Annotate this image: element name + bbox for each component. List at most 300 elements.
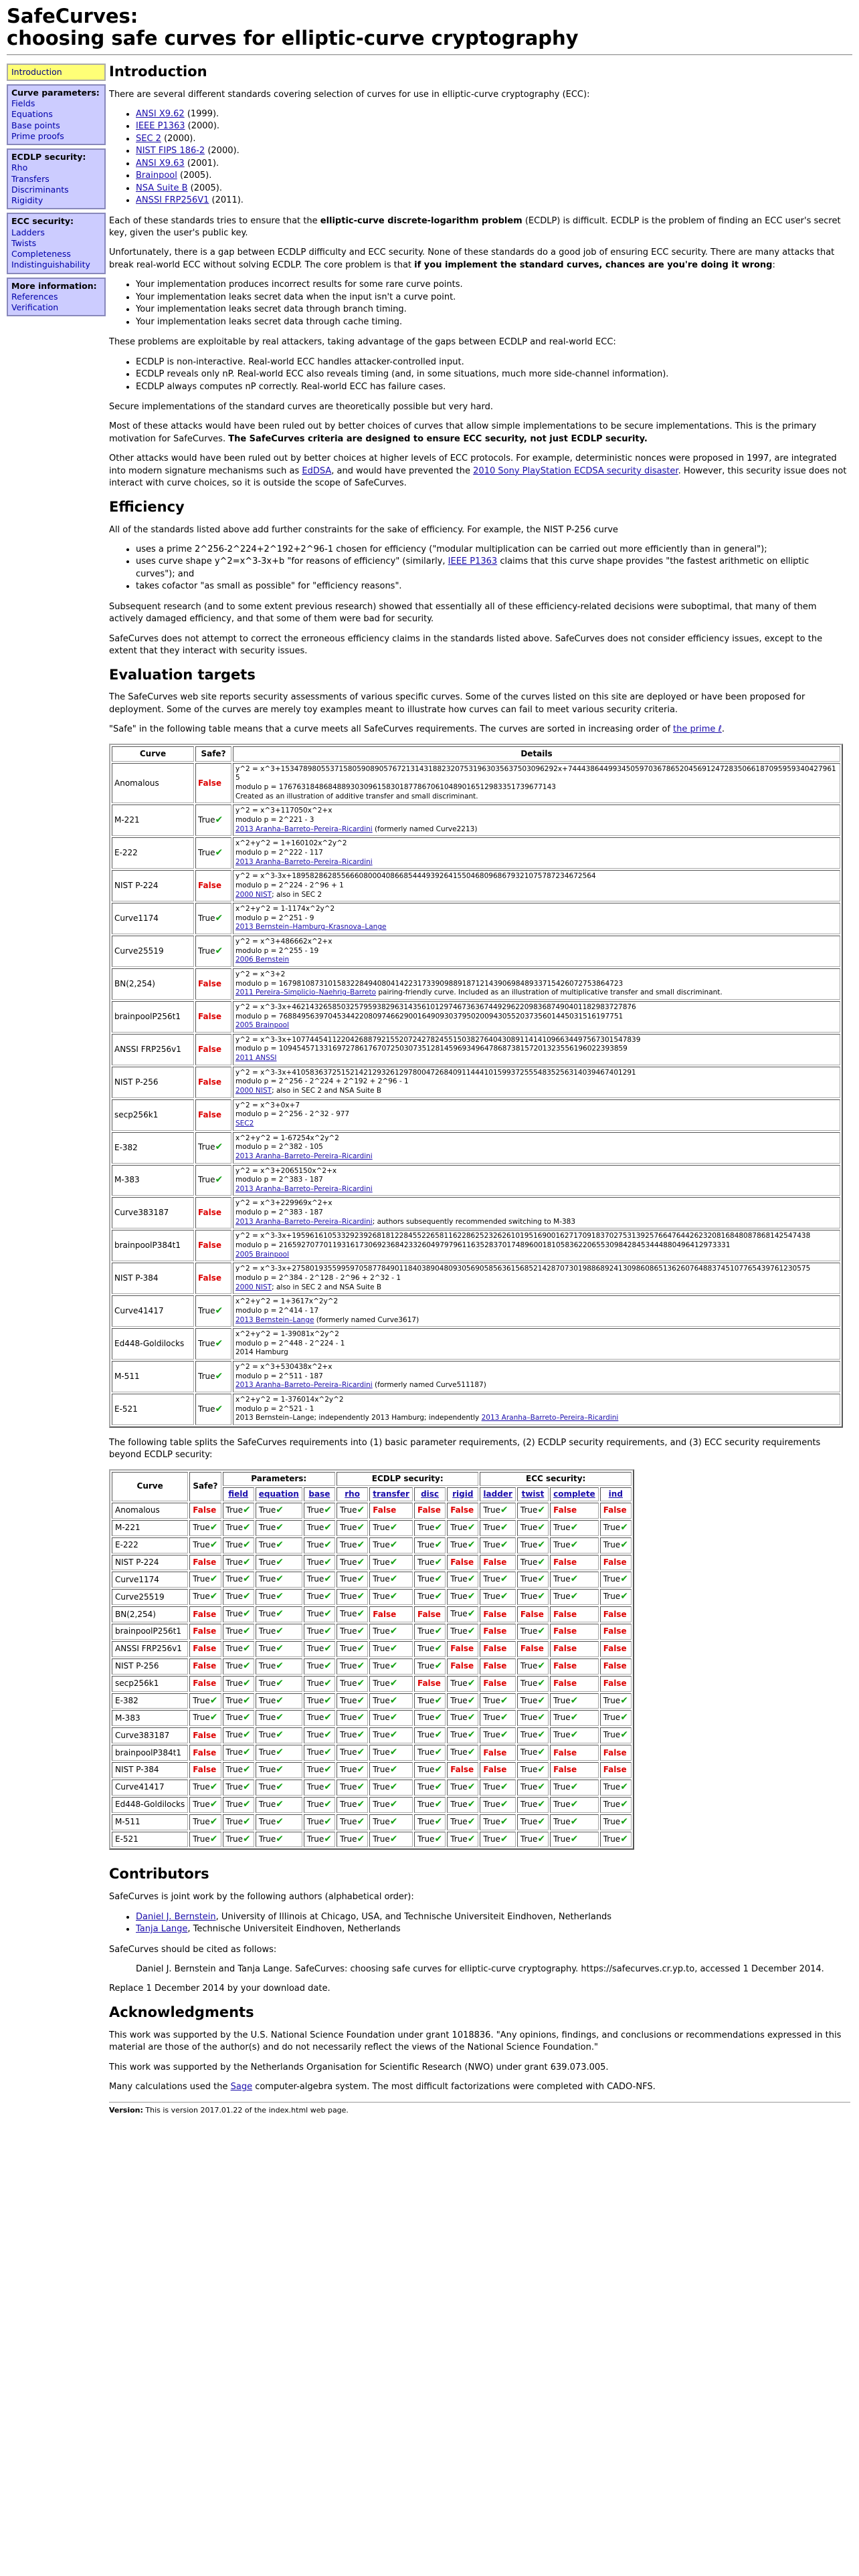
sidebar-item-prime-proofs[interactable]: Prime proofs [11, 130, 64, 141]
checkmark-icon: ✔ [620, 1539, 628, 1550]
source-link[interactable]: 2013 Aranha–Barreto–Pereira–Ricardini [235, 1381, 373, 1390]
heading-contributors: Contributors [109, 1866, 209, 1883]
criterion-value: True [193, 1713, 210, 1723]
curve-name: Curve41417 [112, 1295, 194, 1327]
criterion-cell [447, 1832, 478, 1848]
checkmark-icon: ✔ [620, 1729, 628, 1741]
checkmark-icon: ✔ [357, 1764, 365, 1775]
criterion-value: True [520, 1816, 538, 1826]
checkmark-icon: ✔ [434, 1626, 443, 1636]
table-row [112, 870, 840, 901]
col-field [223, 1487, 254, 1501]
criterion-cell [304, 1676, 335, 1692]
checkmark-icon: ✔ [243, 1695, 251, 1706]
curve-equation: x^2+y^2 = 1-67254x^2y^2 [235, 1134, 339, 1142]
table-row [112, 1727, 632, 1743]
checkmark-icon: ✔ [434, 1574, 443, 1585]
efficiency-paragraph: All of the standards listed above add further constraints for the sake of efficiency. For example, the NIST P-256 curve [109, 524, 618, 535]
criterion-cell [414, 1693, 446, 1709]
ieee-p1363-link[interactable]: IEEE P1363 [448, 556, 498, 567]
sidebar-item-rho[interactable]: Rho [11, 163, 28, 173]
criterion-value: False [450, 1765, 474, 1775]
sidebar-item-completeness[interactable]: Completeness [11, 249, 71, 259]
criterion-value: False [553, 1609, 577, 1619]
table-row [112, 1503, 632, 1519]
checkmark-icon: ✔ [324, 1677, 332, 1689]
table-row [112, 1001, 840, 1033]
checkmark-icon: ✔ [276, 1608, 284, 1620]
group-ecdlp: ECDLP security: [337, 1472, 478, 1486]
source-link[interactable]: 2013 Aranha–Barreto–Pereira–Ricardini [235, 825, 373, 833]
curve-modulus: modulo p = 2^224 - 2^96 + 1 [235, 881, 344, 889]
curve-equation: y^2 = x^3+0x+7 [235, 1101, 300, 1109]
summary-table [109, 1469, 634, 1850]
criterion-value: True [258, 1695, 276, 1705]
criterion-cell [414, 1745, 446, 1761]
curve-source [235, 956, 838, 965]
sidebar-group [7, 278, 106, 317]
sidebar-item-rigidity[interactable]: Rigidity [11, 195, 43, 206]
curve-source [235, 1251, 838, 1260]
criterion-cell [337, 1710, 368, 1726]
checkmark-icon: ✔ [537, 1695, 546, 1706]
checkmark-icon: ✔ [500, 1521, 508, 1533]
checkmark-icon: ✔ [500, 1798, 508, 1810]
criterion-value: True [373, 1765, 390, 1774]
criterion-value: True [520, 1747, 538, 1757]
checkmark-icon: ✔ [276, 1539, 284, 1550]
author-link[interactable]: Daniel J. Bernstein [136, 1911, 216, 1922]
criterion-cell [517, 1814, 549, 1830]
motivation-paragraph: Most of these attacks would have been ruled out by better choices of curves that allow simple implementations to be secure implementations. This is the primary motivation for SafeCurves. The SafeCurves criteria are designed to ensure ECC security, not just ECDLP security. [109, 421, 817, 444]
criterion-cell [447, 1676, 478, 1692]
page-header [0, 0, 859, 56]
checkmark-icon: ✔ [243, 1677, 251, 1689]
criterion-cell [550, 1555, 599, 1571]
table-row [112, 1230, 840, 1261]
criterion-cell [447, 1555, 478, 1571]
criterion-value: True [306, 1747, 324, 1757]
criterion-cell [304, 1606, 335, 1622]
source-link[interactable]: 2013 Aranha–Barreto–Pereira–Ricardini [481, 1414, 619, 1422]
safe-value: True [198, 1371, 215, 1381]
table-row [112, 903, 840, 934]
table-row [112, 1328, 840, 1360]
criterion-cell [600, 1710, 632, 1726]
checkmark-icon: ✔ [324, 1574, 332, 1585]
source-link[interactable]: 2013 Aranha–Barreto–Pereira–Ricardini [235, 1184, 373, 1193]
criterion-cell [600, 1727, 632, 1743]
checkmark-icon: ✔ [209, 1798, 218, 1810]
criterion-cell [337, 1762, 368, 1778]
standard-link[interactable]: SEC 2 [136, 133, 161, 144]
criterion-value: True [417, 1799, 435, 1809]
criterion-value: True [553, 1834, 571, 1844]
standard-link[interactable]: NIST FIPS 186-2 [136, 146, 205, 156]
source-link[interactable]: SEC2 [235, 1119, 254, 1128]
criterion-cell [256, 1780, 302, 1796]
checkmark-icon: ✔ [537, 1764, 546, 1775]
safe-value: False [198, 1109, 221, 1119]
safe-value: False [198, 778, 221, 788]
group-ecc: ECC security: [480, 1472, 632, 1486]
curve-name: secp256k1 [112, 1099, 194, 1131]
criterion-cell [447, 1727, 478, 1743]
criterion-value: True [258, 1782, 276, 1792]
criterion-value: True [306, 1643, 324, 1653]
criterion-cell [480, 1537, 515, 1553]
criterion-value: False [553, 1505, 577, 1515]
curve-name: M-221 [112, 804, 194, 836]
criterion-value: True [193, 1799, 210, 1809]
criterion-value: True [225, 1834, 244, 1844]
checkmark-icon: ✔ [276, 1712, 284, 1723]
sidebar-item-verification[interactable]: Verification [11, 302, 59, 313]
safe-value: False [198, 1011, 221, 1021]
curve-name: NIST P-224 [112, 870, 194, 901]
checkmark-icon: ✔ [357, 1608, 365, 1620]
checkmark-icon: ✔ [570, 1833, 579, 1844]
curve-name: E-521 [112, 1394, 194, 1425]
criterion-cell [369, 1745, 413, 1761]
source-link[interactable]: 2005 Brainpool [235, 1250, 290, 1259]
table-row [112, 1295, 840, 1327]
sidebar-item-twists[interactable]: Twists [11, 237, 37, 248]
criterion-value: True [373, 1643, 390, 1653]
col-details: Details [233, 746, 840, 762]
source-link[interactable]: 2000 NIST [235, 890, 272, 899]
checkmark-icon: ✔ [467, 1626, 476, 1636]
sidebar-item-introduction[interactable]: Introduction [11, 66, 62, 77]
checkmark-icon: ✔ [209, 1712, 218, 1723]
source-link[interactable]: 2013 Aranha–Barreto–Pereira–Ricardini [235, 1217, 373, 1226]
standard-link[interactable]: ANSSI FRP256V1 [136, 195, 209, 206]
criterion-link[interactable]: ladder [483, 1489, 512, 1499]
sage-link[interactable]: Sage [230, 2082, 253, 2092]
checkmark-icon: ✔ [537, 1833, 546, 1844]
source-link[interactable]: 2013 Aranha–Barreto–Pereira–Ricardini [235, 1152, 373, 1160]
checkmark-icon: ✔ [215, 814, 223, 825]
criterion-cell [304, 1780, 335, 1796]
standard-link[interactable]: ANSI X9.63 [136, 158, 185, 169]
checkmark-icon: ✔ [243, 1747, 251, 1758]
criterion-value: True [553, 1713, 571, 1723]
criterion-value: True [258, 1643, 276, 1653]
intro-paragraph: There are several different standards covering selection of curves for use in elliptic-curve cryptography (ECC): [109, 89, 590, 100]
safe-value: False [198, 1044, 221, 1054]
curve-modulus: modulo p = 2^448 - 2^224 - 1 [235, 1339, 345, 1348]
checkmark-icon: ✔ [570, 1729, 579, 1741]
criterion-value: True [258, 1592, 276, 1602]
source-link[interactable]: 2000 NIST [235, 1087, 272, 1095]
criterion-cell [550, 1710, 599, 1726]
criterion-cell [337, 1624, 368, 1640]
criterion-value: True [373, 1660, 390, 1671]
criterion-value: True [483, 1505, 500, 1515]
criterion-cell [414, 1641, 446, 1657]
criterion-value: True [603, 1695, 621, 1705]
criterion-link[interactable]: rigid [452, 1489, 474, 1499]
sony-link[interactable]: 2010 Sony PlayStation ECDSA security disaster [473, 465, 678, 476]
checkmark-icon: ✔ [243, 1626, 251, 1636]
checkmark-icon: ✔ [500, 1574, 508, 1585]
heading-introduction: Introduction [109, 63, 207, 80]
curve-source: 2011 Pereira–Simplicio–Naehrig–Barreto pairing-friendly curve. Included as an illustration of multiplicative transfer and small discriminant. [235, 988, 723, 997]
checkmark-icon: ✔ [570, 1798, 579, 1810]
criterion-link[interactable]: field [228, 1489, 248, 1499]
source-link[interactable]: 2011 ANSSI [235, 1054, 277, 1063]
criterion-value: True [373, 1626, 390, 1636]
criterion-value: True [450, 1574, 468, 1584]
safe-value: True [198, 1404, 215, 1414]
criterion-cell [223, 1745, 254, 1761]
checkmark-icon: ✔ [324, 1816, 332, 1827]
checkmark-icon: ✔ [357, 1642, 365, 1654]
table-row [112, 1394, 840, 1425]
criterion-cell [223, 1797, 254, 1813]
table-row [112, 1832, 632, 1848]
criterion-value: True [225, 1609, 244, 1619]
checkmark-icon: ✔ [467, 1608, 476, 1620]
safe-cell [195, 1361, 231, 1392]
standard-link[interactable]: NSA Suite B [136, 183, 188, 193]
checkmark-icon: ✔ [434, 1712, 443, 1723]
curve-equation: x^2+y^2 = 1-376014x^2y^2 [235, 1395, 344, 1404]
source-link[interactable]: 2006 Bernstein [235, 956, 290, 964]
table-row [112, 1537, 632, 1553]
criterion-cell [369, 1797, 413, 1813]
checkmark-icon: ✔ [276, 1764, 284, 1775]
criterion-cell [414, 1797, 446, 1813]
sidebar-item-base-points[interactable]: Base points [11, 120, 60, 130]
checkmark-icon: ✔ [324, 1556, 332, 1568]
checkmark-icon: ✔ [357, 1591, 365, 1602]
criterion-cell [480, 1727, 515, 1743]
checkmark-icon: ✔ [389, 1764, 398, 1775]
checkmark-icon: ✔ [537, 1556, 546, 1568]
curve-name: M-383 [112, 1165, 194, 1196]
criterion-cell [337, 1537, 368, 1553]
curve-modulus: modulo p = 16798108731015832284940804142231733909889187121439069848933715426072753864723 [235, 979, 624, 988]
checkmark-icon: ✔ [537, 1781, 546, 1792]
criterion-cell [447, 1780, 478, 1796]
checkmark-icon: ✔ [620, 1695, 628, 1706]
criterion-value: True [225, 1765, 244, 1774]
criterion-cell [414, 1727, 446, 1743]
sidebar-item-references[interactable]: References [11, 291, 58, 302]
criterion-value: True [603, 1539, 621, 1549]
criterion-value: True [258, 1765, 276, 1774]
source-link[interactable]: 2011 Pereira–Simplicio–Naehrig–Barreto [235, 988, 377, 997]
criterion-cell [189, 1624, 221, 1640]
source-link[interactable]: 2013 Bernstein–Hamburg–Krasnova–Lange [235, 923, 387, 932]
checkmark-icon: ✔ [215, 1337, 223, 1349]
eddsa-link[interactable]: EdDSA [302, 465, 332, 476]
criterion-cell [369, 1676, 413, 1692]
criterion-value: True [373, 1730, 390, 1740]
criterion-value: True [258, 1799, 276, 1809]
criterion-cell [189, 1641, 221, 1657]
checkmark-icon: ✔ [467, 1574, 476, 1585]
criterion-value: False [520, 1609, 544, 1619]
checkmark-icon: ✔ [324, 1712, 332, 1723]
curve-equation: x^2+y^2 = 1-1174x^2y^2 [235, 905, 335, 914]
source-link[interactable]: 2013 Bernstein–Lange [235, 1315, 314, 1324]
checkmark-icon: ✔ [357, 1677, 365, 1689]
source-link[interactable]: 2005 Brainpool [235, 1021, 290, 1030]
criterion-cell [189, 1606, 221, 1622]
criterion-value: False [603, 1679, 627, 1689]
criterion-value: True [306, 1574, 324, 1584]
curve-source [235, 858, 838, 867]
subsequent-paragraph: Subsequent research (and to some extent previous research) showed that essentially all of these efficiency-related decisions were suboptimal, that many of them actively damaged efficiency, and that some of them were bad for security. [109, 601, 817, 625]
criterion-link[interactable]: ind [608, 1489, 623, 1499]
sage-paragraph: Many calculations used the Sage computer-algebra system. The most difficult factorizations were completed with CADO-NFS. [109, 2082, 656, 2092]
curve-equation: y^2 = x^3-3x+46214326585032579593829631435610129746736367449296220983687490401182983727876 [235, 1002, 636, 1011]
criterion-cell [550, 1641, 599, 1657]
criterion-cell [517, 1780, 549, 1796]
criterion-value: True [450, 1626, 468, 1636]
checkmark-icon: ✔ [243, 1574, 251, 1585]
checkmark-icon: ✔ [324, 1539, 332, 1550]
checkmark-icon: ✔ [500, 1729, 508, 1741]
criterion-link[interactable]: equation [258, 1489, 299, 1499]
criterion-value: False [193, 1679, 217, 1689]
curve-name: BN(2,254) [112, 1606, 188, 1622]
author-link[interactable]: Tanja Lange [136, 1924, 188, 1935]
criterion-value: False [553, 1557, 577, 1567]
criterion-link[interactable]: transfer [373, 1489, 409, 1499]
criterion-value: True [306, 1539, 324, 1549]
sidebar-item-ladders[interactable]: Ladders [11, 227, 45, 237]
standard-link[interactable]: Brainpool [136, 171, 177, 181]
criterion-cell [517, 1555, 549, 1571]
safe-cell [195, 1230, 231, 1261]
checkmark-icon: ✔ [357, 1626, 365, 1636]
criterion-value: False [483, 1679, 507, 1689]
list-item: • NIST FIPS 186-2 (2000). [136, 145, 850, 157]
checkmark-icon: ✔ [467, 1712, 476, 1723]
checkmark-icon: ✔ [357, 1729, 365, 1741]
criterion-value: False [603, 1747, 627, 1757]
checkmark-icon: ✔ [500, 1781, 508, 1792]
problems-paragraph: These problems are exploitable by real attackers, taking advantage of the gaps between ECDLP and real-world ECC: [109, 337, 616, 348]
criterion-cell [414, 1780, 446, 1796]
checkmark-icon: ✔ [434, 1729, 443, 1741]
safe-cell [195, 804, 231, 836]
checkmark-icon: ✔ [324, 1608, 332, 1620]
criterion-value: True [450, 1539, 468, 1549]
criterion-value: True [373, 1592, 390, 1602]
sidebar-item-indistinguishability[interactable]: Indistinguishability [11, 259, 90, 270]
checkmark-icon: ✔ [389, 1556, 398, 1568]
checkmark-icon: ✔ [434, 1781, 443, 1792]
standards-list [109, 108, 850, 207]
details-cell [233, 936, 840, 967]
criterion-value: True [417, 1539, 435, 1549]
source-link[interactable]: 2013 Aranha–Barreto–Pereira–Ricardini [235, 857, 373, 866]
checkmark-icon: ✔ [209, 1521, 218, 1533]
criterion-value: True [340, 1747, 357, 1757]
checkmark-icon: ✔ [500, 1695, 508, 1706]
curve-equation: y^2 = x^3+486662x^2+x [235, 938, 332, 946]
criterion-link[interactable]: base [308, 1489, 330, 1499]
checkmark-icon: ✔ [243, 1712, 251, 1723]
criterion-value: True [483, 1713, 500, 1723]
checkmark-icon: ✔ [537, 1574, 546, 1585]
curve-name: M-511 [112, 1361, 194, 1392]
criterion-cell [189, 1762, 221, 1778]
standard-link[interactable]: IEEE P1363 [136, 121, 185, 132]
criterion-value: True [340, 1626, 357, 1636]
curve-equation: y^2 = x^3+530438x^2+x [235, 1363, 332, 1372]
prime-link[interactable]: the prime ℓ [673, 724, 722, 735]
criterion-value: True [373, 1539, 390, 1549]
curve-name: brainpoolP256t1 [112, 1624, 188, 1640]
curve-name: NIST P-384 [112, 1762, 188, 1778]
criterion-value: False [553, 1679, 577, 1689]
criterion-cell [223, 1710, 254, 1726]
checkmark-icon: ✔ [500, 1712, 508, 1723]
checkmark-icon: ✔ [215, 945, 223, 956]
criterion-value: False [193, 1609, 217, 1619]
criterion-value: False [603, 1644, 627, 1654]
checkmark-icon: ✔ [243, 1521, 251, 1533]
criterion-value: True [225, 1557, 244, 1567]
criterion-value: False [417, 1505, 441, 1515]
criterion-value: True [553, 1522, 571, 1532]
criterion-value: True [553, 1799, 571, 1809]
nsf-paragraph: This work was supported by the U.S. National Science Foundation under grant 1018836. "Any opinions, findings, and conclusions or recommendations expressed in this material are those of the author(s) and do not necessarily reflect the views of the National Science Foundation." [109, 2030, 842, 2053]
criterion-cell [517, 1727, 549, 1743]
curve-modulus: modulo p = 17676318486848893030961583018778670610489016512983351739677143 [235, 783, 556, 792]
checkmark-icon: ✔ [389, 1816, 398, 1827]
criterion-cell [447, 1641, 478, 1657]
criterion-link[interactable]: rho [345, 1489, 360, 1499]
safe-cell [195, 1001, 231, 1033]
standard-link[interactable]: ANSI X9.62 [136, 108, 185, 119]
criterion-cell [256, 1641, 302, 1657]
checkmark-icon: ✔ [209, 1695, 218, 1706]
criterion-cell [256, 1503, 302, 1519]
criterion-link[interactable]: disc [421, 1489, 440, 1499]
sidebar-item-fields[interactable]: Fields [11, 98, 35, 109]
list-item: • takes cofactor "as small as possible" for "efficiency reasons". [136, 580, 850, 593]
checkmark-icon: ✔ [276, 1695, 284, 1706]
table-row [112, 1589, 632, 1605]
criterion-value: True [340, 1765, 357, 1774]
sidebar-item-equations[interactable]: Equations [11, 109, 53, 120]
checkmark-icon: ✔ [324, 1764, 332, 1775]
criterion-value: True [258, 1747, 276, 1757]
table-row [112, 1165, 840, 1196]
sidebar-item-discriminants[interactable]: Discriminants [11, 184, 69, 195]
criterion-value: True [603, 1834, 621, 1844]
criterion-link[interactable]: twist [521, 1489, 545, 1499]
criterion-value: True [520, 1799, 538, 1809]
criterion-value: True [225, 1782, 244, 1792]
criterion-cell [337, 1780, 368, 1796]
criterion-value: True [306, 1660, 324, 1671]
criterion-cell [414, 1710, 446, 1726]
source-link[interactable]: 2000 NIST [235, 1283, 272, 1291]
criterion-value: False [553, 1644, 577, 1654]
criterion-cell [447, 1762, 478, 1778]
checkmark-icon: ✔ [389, 1642, 398, 1654]
sidebar-item-transfers[interactable]: Transfers [11, 173, 50, 184]
curve-source [235, 1185, 838, 1194]
criterion-link[interactable]: complete [553, 1489, 595, 1499]
